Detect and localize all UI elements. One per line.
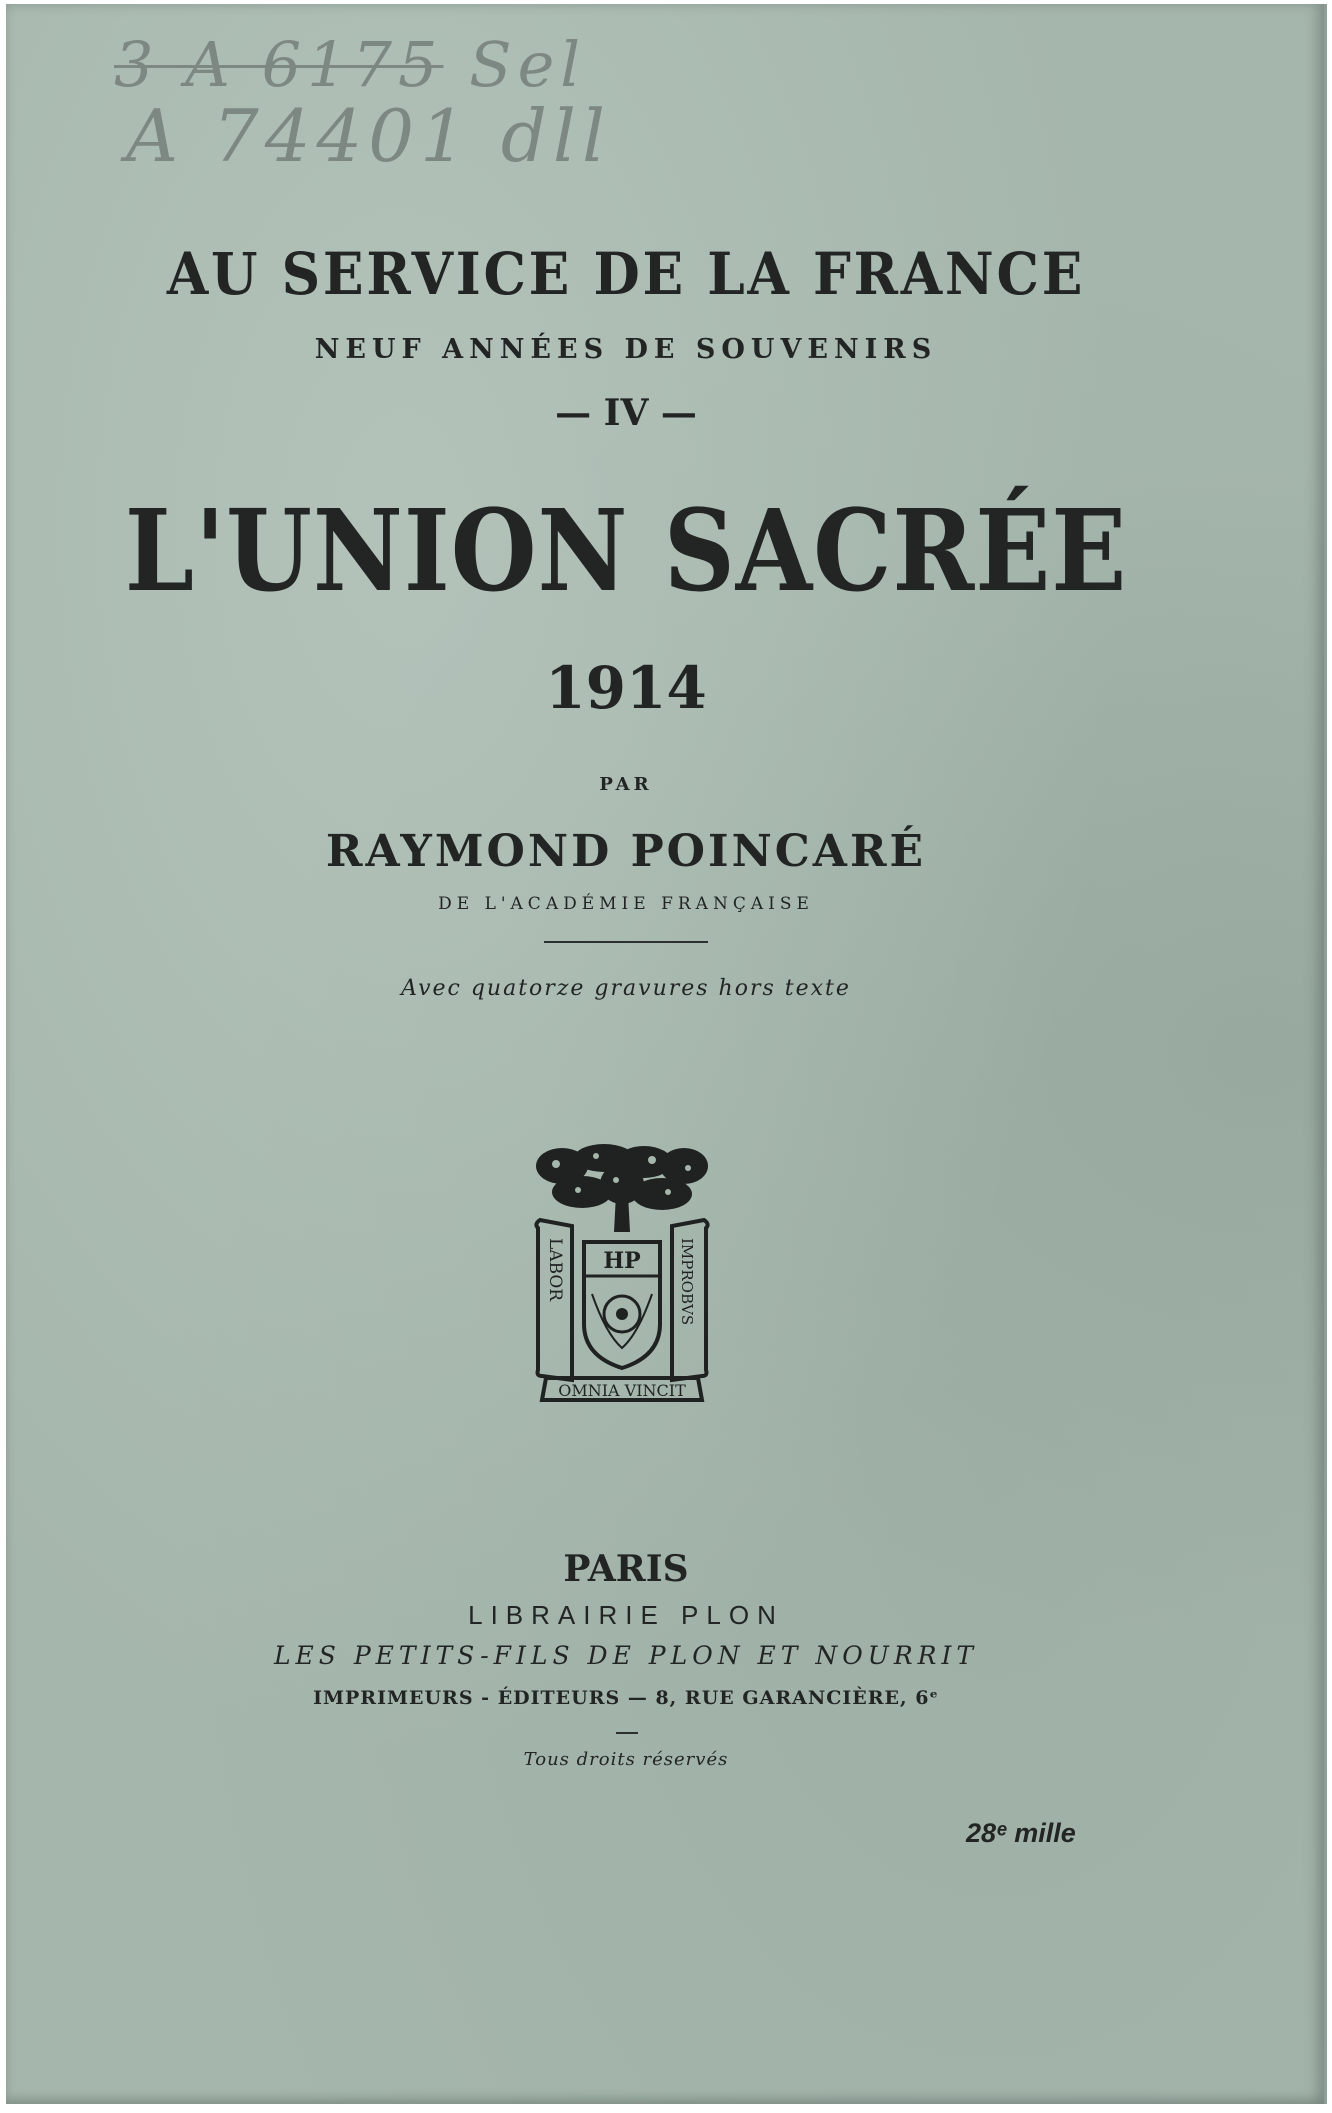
publisher-address: IMPRIMEURS - ÉDITEURS — 8, RUE GARANCIÈRE, 6ᵉ: [313, 1687, 939, 1709]
series-title: AU SERVICE DE LA FRANCE: [166, 240, 1086, 308]
motto-right: IMPROBVS: [678, 1238, 696, 1326]
book-year: 1914: [545, 654, 707, 722]
series-subtitle: NEUF ANNÉES DE SOUVENIRS: [314, 334, 938, 365]
by-line: PAR: [599, 774, 653, 795]
book-title: L'UNION SACRÉE: [124, 486, 1128, 617]
publisher-emblem-tree-icon: [532, 1144, 712, 1402]
illustrations-note: Avec quatorze gravures hors texte: [401, 976, 851, 1001]
handwritten-struck-call-number: [114, 28, 586, 101]
publisher-subtitle: LES PETITS-FILS DE PLON ET NOURRIT: [273, 1641, 979, 1670]
call-number: A 74401: [126, 94, 472, 178]
struck-suffix: Sel: [469, 28, 587, 101]
author-affiliation: DE L'ACADÉMIE FRANÇAISE: [438, 894, 814, 914]
struck-call-number: 3 A 6175: [114, 28, 444, 101]
short-divider: [616, 1732, 638, 1734]
author-name: RAYMOND POINCARÉ: [325, 826, 927, 877]
divider-rule: [544, 941, 708, 943]
publication-city: PARIS: [563, 1548, 689, 1590]
print-run: 28ᵉ mille: [966, 1818, 1076, 1848]
volume-number: — IV —: [555, 392, 697, 434]
monogram: HP: [603, 1248, 641, 1274]
motto-bottom: OMNIA VINCIT: [558, 1381, 686, 1400]
motto-left: LABOR: [545, 1238, 565, 1302]
rights-notice: Tous droits réservés: [523, 1749, 729, 1770]
call-suffix: dll: [500, 94, 611, 178]
book-cover: [6, 4, 1327, 2104]
publisher-name: LIBRAIRIE PLON: [468, 1600, 784, 1630]
handwritten-call-number: [126, 94, 611, 178]
